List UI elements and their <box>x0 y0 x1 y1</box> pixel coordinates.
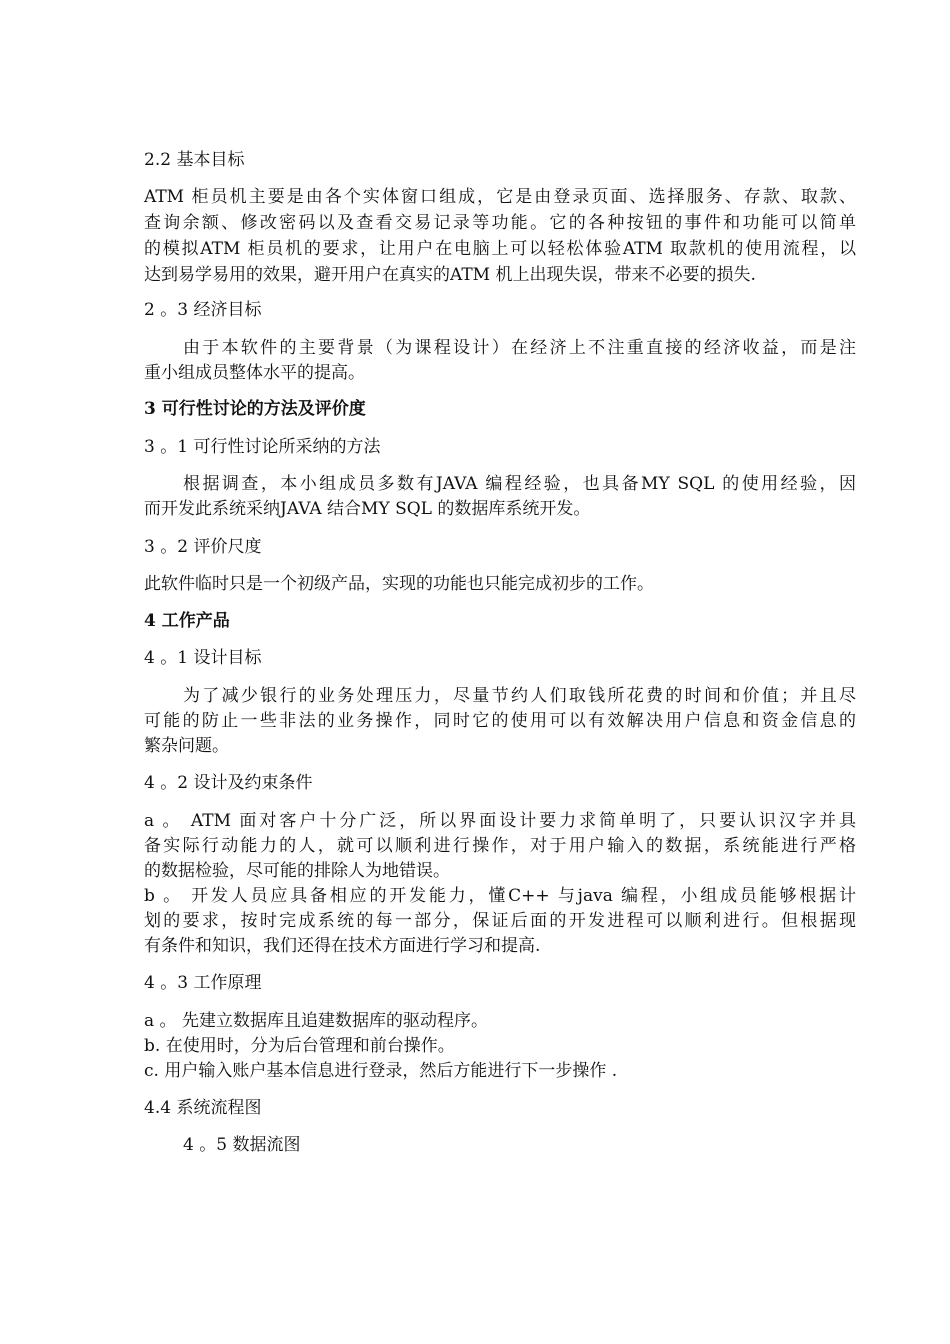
section-heading-4: 4 工作产品 <box>144 611 230 631</box>
paragraph-line: 由于本软件的主要背景（为课程设计）在经济上不注重直接的经济收益，而是注 <box>183 338 856 358</box>
paragraph-line: 而开发此系统采纳JAVA 结合MY SQL 的数据库系统开发。 <box>144 499 591 519</box>
paragraph-line: 查询余额、修改密码以及查看交易记录等功能。它的各种按钮的事件和功能可以简单 <box>144 213 856 233</box>
paragraph-line: 重小组成员整体水平的提高。 <box>144 363 365 383</box>
paragraph-line: 的模拟ATM 柜员机的要求，让用户在电脑上可以轻松体验ATM 取款机的使用流程，以 <box>144 239 856 259</box>
list-item-line: 有条件和知识，我们还得在技术方面进行学习和提高. <box>144 936 541 956</box>
list-item-line: b. 在使用时，分为后台管理和前台操作。 <box>144 1036 455 1056</box>
paragraph-line: 根据调查，本小组成员多数有JAVA 编程经验，也具备MY SQL 的使用经验，因 <box>183 474 856 494</box>
section-heading-3: 3 可行性讨论的方法及评价度 <box>144 399 366 419</box>
section-heading-4-4: 4.4 系统流程图 <box>144 1098 262 1118</box>
section-heading-3-1: 3 。1 可行性讨论所采纳的方法 <box>144 437 381 457</box>
paragraph-line: 可能的防止一些非法的业务操作，同时它的使用可以有效解决用户信息和资金信息的 <box>144 711 856 731</box>
list-item-line: a 。 先建立数据库且追建数据库的驱动程序。 <box>144 1011 488 1031</box>
section-heading-2-2: 2.2 基本目标 <box>144 150 245 170</box>
section-heading-3-2: 3 。2 评价尺度 <box>144 537 262 557</box>
section-heading-2-3: 2 。3 经济目标 <box>144 300 262 320</box>
section-heading-4-5: 4 。5 数据流图 <box>183 1135 301 1155</box>
list-item-line: a 。 ATM 面对客户十分广泛，所以界面设计要力求简单明了，只要认识汉字并具 <box>144 811 856 831</box>
paragraph-line: ATM 柜员机主要是由各个实体窗口组成，它是由登录页面、选择服务、存款、取款、 <box>144 187 856 207</box>
paragraph-line: 此软件临时只是一个初级产品，实现的功能也只能完成初步的工作。 <box>144 574 654 594</box>
paragraph-line: 达到易学易用的效果，避开用户在真实的ATM 机上出现失误，带来不必要的损失. <box>144 265 756 285</box>
list-item-line: c. 用户输入账户基本信息进行登录，然后方能进行下一步操作 . <box>144 1061 618 1081</box>
paragraph-line: 繁杂问题。 <box>144 736 229 756</box>
section-heading-4-1: 4 。1 设计目标 <box>144 648 262 668</box>
list-item-line: 备实际行动能力的人，就可以顺利进行操作，对于用户输入的数据，系统能进行严格 <box>144 836 856 856</box>
list-item-line: b 。 开发人员应具备相应的开发能力，懂C++ 与java 编程，小组成员能够根据计 <box>144 886 856 906</box>
list-item-line: 的数据检验，尽可能的排除人为地错误。 <box>144 861 450 881</box>
section-heading-4-3: 4 。3 工作原理 <box>144 973 262 993</box>
list-item-line: 划的要求，按时完成系统的每一部分，保证后面的开发进程可以顺利进行。但根据现 <box>144 911 856 931</box>
paragraph-line: 为了减少银行的业务处理压力，尽量节约人们取钱所花费的时间和价值；并且尽 <box>183 686 856 706</box>
section-heading-4-2: 4 。2 设计及约束条件 <box>144 773 313 793</box>
